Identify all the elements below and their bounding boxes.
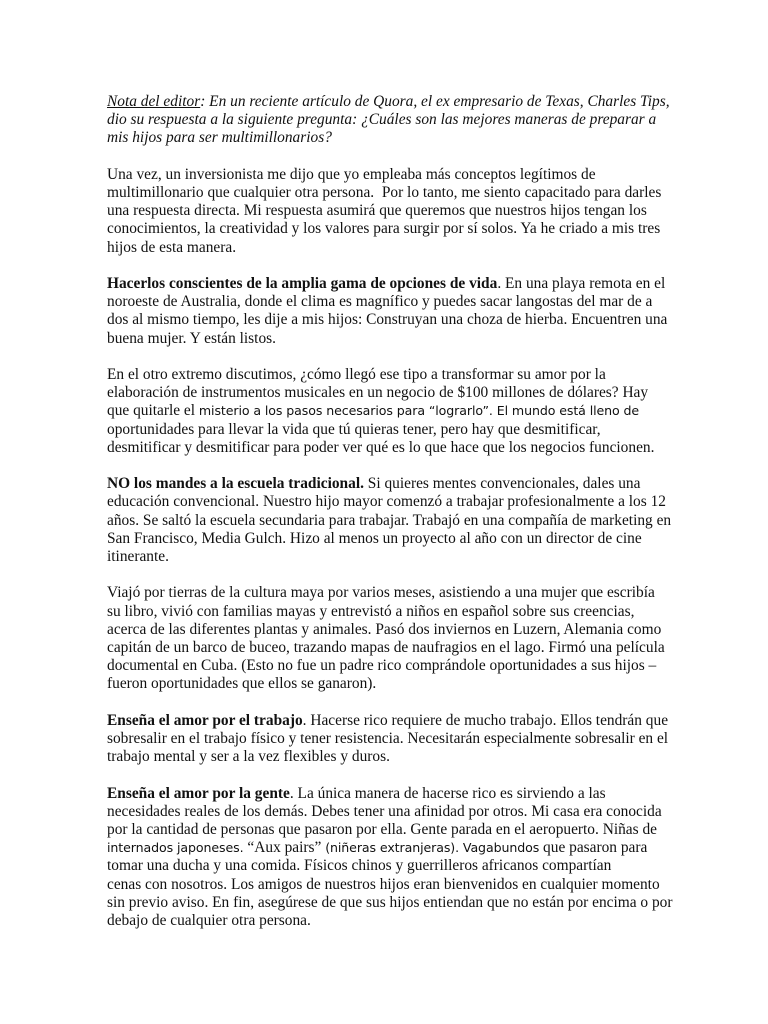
- section-love-of-people-line-1: [107, 785, 667, 803]
- intro-line: conocimientos, la creatividad y los valores para surgir por sí solos. Ya he criado a mis tres: [107, 220, 661, 238]
- section-line-mixed-font: [107, 402, 667, 420]
- section-text: . La única manera de hacerse rico es sirviendo a las: [289, 784, 606, 802]
- section-line: desmitificar y desmitificar para poder ver qué es lo que hace que los negocios funcionen.: [107, 438, 655, 456]
- section-line: acerca de las diferentes plantas y animales. Pasó dos inviernos en Luzern, Alemania como: [107, 620, 662, 638]
- intro-line: multimillonario que cualquier otra persona. Por lo tanto, me siento capacitado para darles: [107, 184, 662, 201]
- section-heading: NO los mandes a la escuela tradicional.: [107, 475, 364, 493]
- section-line: fueron oportunidades que ellos se ganaron).: [107, 675, 377, 693]
- section-line: dos al mismo tiempo, les dije a mis hijos: Construyan una choza de hierba. Encuentren una: [107, 311, 668, 329]
- section-line: educación convencional. Nuestro hijo mayor comenzó a trabajar profesionalmente a los 12: [107, 493, 666, 511]
- editor-note-text: : En un reciente artículo de Quora, el ex empresario de Texas, Charles Tips,: [200, 93, 670, 110]
- section-demystify: [107, 366, 667, 457]
- section-text-sans: misterio a los pasos necesarios para “lograrlo”. El mundo está lleno de: [198, 403, 640, 419]
- document-page: [107, 93, 673, 930]
- section-text: . Hacerse rico requiere de mucho trabajo. Ellos tendrán que: [302, 711, 669, 729]
- section-line: Viajó por tierras de la cultura maya por varios meses, asistiendo a una mujer que escribía: [107, 584, 655, 602]
- section-love-of-people: [107, 784, 673, 931]
- section-line: En el otro extremo discutimos, ¿cómo llegó ese tipo a transformar su amor por la: [107, 366, 606, 383]
- section-line-mixed-font: [107, 839, 667, 857]
- section-text: que quitarle el: [107, 402, 199, 420]
- section-line: tomar una ducha y una comida. Físicos chinos y guerrilleros africanos compartían: [107, 857, 612, 875]
- section-line: itinerante.: [107, 548, 169, 566]
- section-text: Si quieres mentes convencionales, dales una: [363, 475, 641, 493]
- section-line: sin previo aviso. En fin, asegúrese de que sus hijos entiendan que no están por encima o por: [107, 893, 673, 911]
- section-heading: Enseña el amor por la gente: [107, 784, 290, 802]
- section-travels: [107, 584, 667, 693]
- section-line: por la cantidad de personas que pasaron por ella. Gente parada en el aeropuerto. Niñas de: [107, 821, 657, 839]
- editor-note-line-2: dio su respuesta a la siguiente pregunta: ¿Cuáles son las mejores maneras de preparar a: [107, 111, 657, 129]
- section-line: años. Se saltó la escuela secundaria para trabajar. Trabajó en una compañía de marketing en: [107, 511, 672, 529]
- section-love-of-work-line-1: [107, 712, 667, 730]
- section-text-sans: internados japoneses.: [107, 840, 248, 856]
- section-line: necesidades reales de los demás. Debes tener una afinidad por otros. Mi casa era conocida: [107, 802, 662, 820]
- section-line: debajo de cualquier otra persona.: [107, 912, 311, 930]
- section-line: trabajo mental y ser a la vez flexibles y duros.: [107, 748, 390, 766]
- editor-note-line-3: mis hijos para ser multimillonarios?: [107, 129, 332, 147]
- intro-line: hijos de esta manera.: [107, 238, 237, 256]
- section-love-of-work: [107, 712, 667, 767]
- section-traditional-school-line-1: [107, 475, 667, 493]
- section-line: capitán de un barco de buceo, trazando mapas de naufragios en el lago. Firmó una película: [107, 639, 665, 657]
- section-text: “Aux pairs”: [247, 839, 326, 857]
- section-line: buena mujer. Y están listos.: [107, 329, 276, 347]
- intro-line: una respuesta directa. Mi respuesta asumirá que queremos que nuestros hijos tengan los: [107, 202, 647, 220]
- editor-note-label: Nota del editor: [107, 93, 201, 110]
- section-line: sobresalir en el trabajo físico y tener resistencia. Necesitarán especialmente sobresalir en el: [107, 730, 669, 748]
- section-line: cenas con nosotros. Los amigos de nuestros hijos eran bienvenidos en cualquier momento: [107, 875, 660, 893]
- section-heading: Hacerlos conscientes de la amplia gama de opciones de vida: [107, 275, 498, 292]
- section-text: que pasaron para: [539, 839, 648, 857]
- section-life-options: [107, 275, 667, 348]
- section-line: noroeste de Australia, donde el clima es magnífico y puedes sacar langostas del mar de a: [107, 293, 653, 311]
- section-line: documental en Cuba. (Esto no fue un padre rico comprándole oportunidades a sus hijos –: [107, 657, 657, 675]
- section-heading: Enseña el amor por el trabajo: [107, 711, 303, 729]
- editor-note: [107, 93, 670, 148]
- section-text-sans: (niñeras extranjeras). Vagabundos: [325, 840, 540, 856]
- intro-line: Una vez, un inversionista me dijo que yo empleaba más conceptos legítimos de: [107, 165, 596, 183]
- section-life-options-line-1: [107, 275, 667, 293]
- section-line: San Francisco, Media Gulch. Hizo al menos un proyecto al año con un director de cine: [107, 529, 642, 547]
- section-line: elaboración de instrumentos musicales en un negocio de $100 millones de dólares? Hay: [107, 384, 649, 402]
- section-traditional-school: [107, 475, 672, 566]
- editor-note-line-1: [107, 93, 670, 111]
- intro-paragraph: [107, 166, 667, 257]
- section-text: . En una playa remota en el: [497, 275, 666, 292]
- section-line: su libro, vivió con familias mayas y entrevistó a niños en español sobre sus creencias,: [107, 602, 635, 620]
- section-line: oportunidades para llevar la vida que tú quieras tener, pero hay que desmitificar,: [107, 420, 601, 438]
